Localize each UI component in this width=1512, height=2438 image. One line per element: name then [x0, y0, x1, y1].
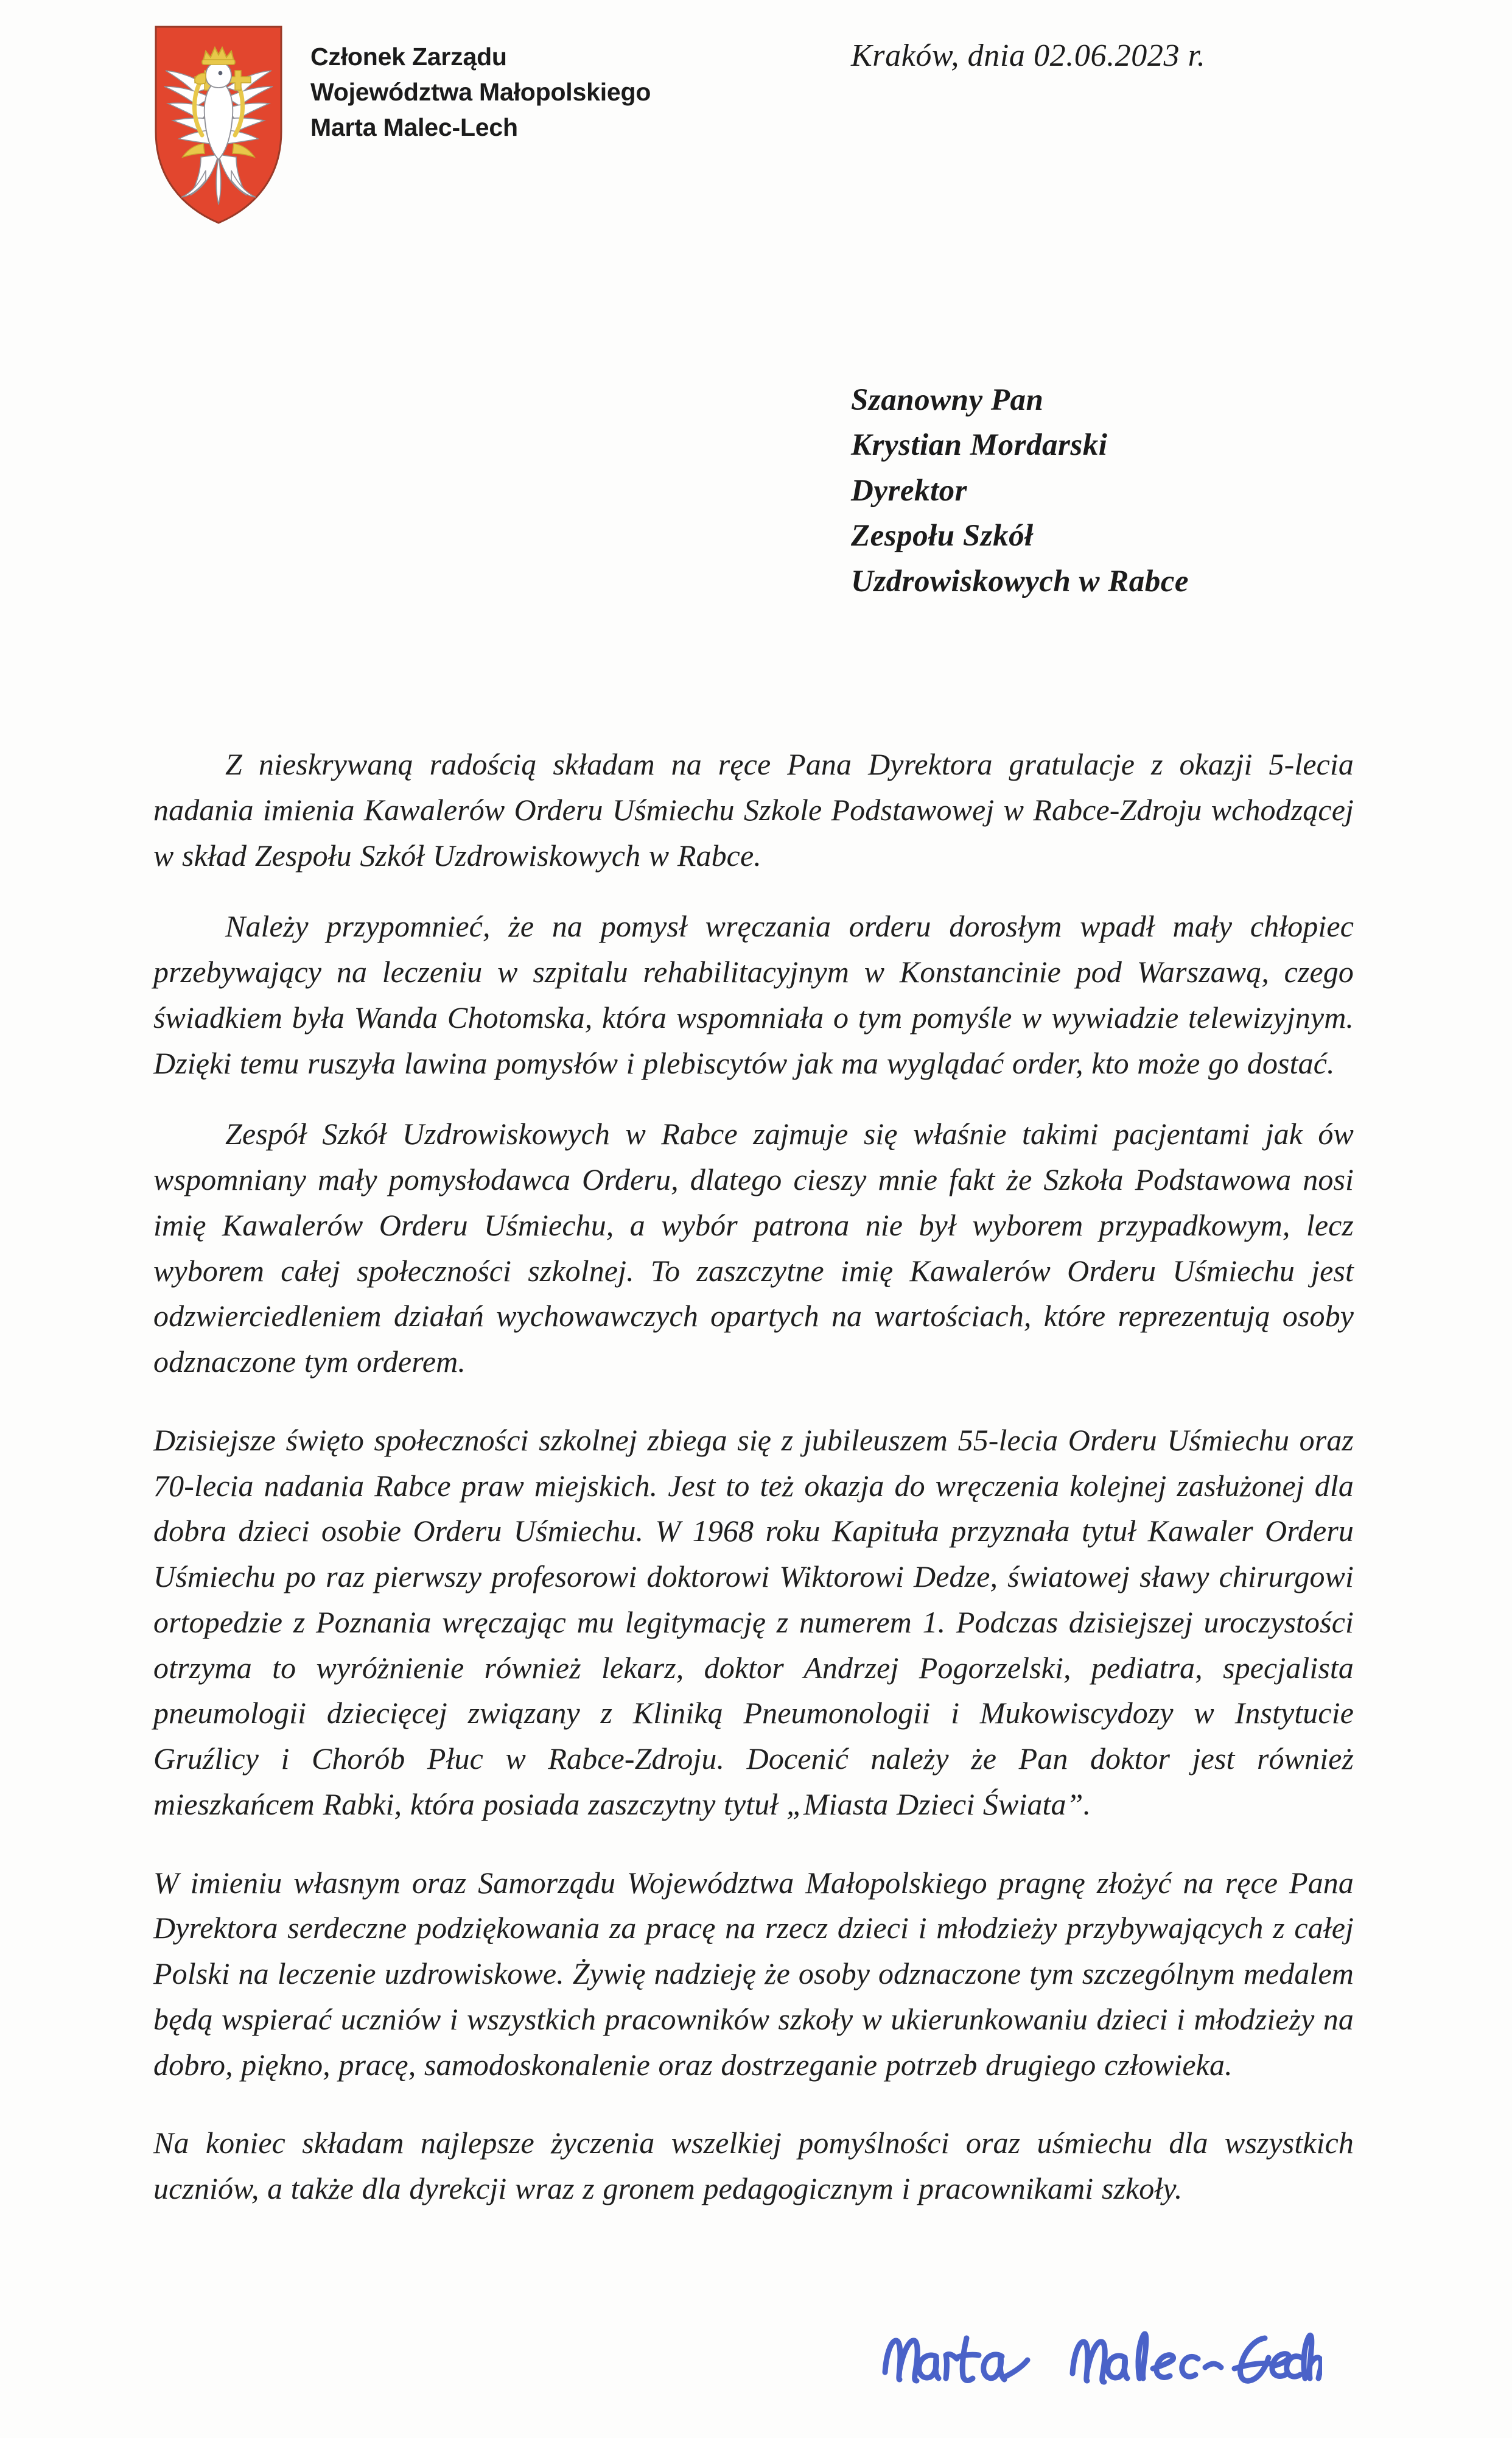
letterhead: [152, 24, 651, 225]
body-paragraph-4: Dzisiejsze święto społeczności szkolnej zbiega się z jubileuszem 55-lecia Orderu Uśmiechu oraz 70-lecia nadania Rabce praw miejskich. Jest to też okazja do wręczenia kolejnej zasłużonej dla dobra dzieci osobie Orderu Uśmiechu. W 1968 roku Kapituła przyznała tytuł Kawaler Orderu Uśmiechu po raz pierwszy profesorowi doktorowi Wiktorowi Dedze, światowej sławy chirurgowi ortopedzie z Poznania wręczając mu legitymację z numerem 1. Podczas dzisiejszej uroczystości otrzyma to wyróżnienie również lekarz, doktor Andrzej Pogorzelski, pediatra, specjalista pneumologii dziecięcej związany z Kliniką Pneumonologii i Mukowiscydozy w Instytucie Gruźlicy i Chorób Płuc w Rabce-Zdroju. Docenić należy że Pan doktor jest również mieszkańcem Rabki, która posiada zaszczytny tytuł „Miasta Dzieci Świata”.: [153, 1422, 1354, 1821]
letterhead-role-line-2: Województwa Małopolskiego: [310, 78, 651, 107]
letterhead-role-line-1: Członek Zarządu: [310, 43, 507, 71]
body-paragraph-1: Z nieskrywaną radością składam na ręce Pana Dyrektora gratulacje z okazji 5-lecia nadania imienia Kawalerów Orderu Uśmiechu Szkole Podstawowej w Rabce-Zdroju wchodzącej w skład Zespołu Szkół Uzdrowiskowych w Rabce.: [153, 747, 1354, 873]
addressee-name: Krystian Mordarski: [851, 428, 1108, 463]
addressee-salutation: Szanowny Pan: [851, 383, 1044, 417]
body-paragraph-2: Należy przypomnieć, że na pomysł wręczania orderu dorosłym wpadł mały chłopiec przebywający na leczeniu w szpitalu rehabilitacyjnym w Konstancinie pod Warszawą, czego świadkiem była Wanda Chotomska, która wspomniała o tym pomyśle w wywiadzie telewizyjnym. Dzięki temu ruszyła lawina pomysłów i plebiscytów jak ma wyglądać order, kto może go dostać.: [153, 909, 1354, 1080]
body-paragraph-5: W imieniu własnym oraz Samorządu Województwa Małopolskiego pragnę złożyć na ręce Pana Dyrektora serdeczne podziękowania za pracę na rzecz dzieci i młodzieży przybywających z całej Polski na leczenie uzdrowiskowe. Żywię nadzieję że osoby odznaczone tym szczególnym medalem będą wspierać uczniów i wszystkich pracowników szkoły w ukierunkowaniu dzieci i młodzieży na dobro, piękno, pracę, samodoskonalenie oraz dostrzeganie potrzeb drugiego człowieka.: [153, 1865, 1354, 2082]
handwritten-signature: [872, 2306, 1322, 2422]
letterhead-text-block: [310, 24, 651, 146]
malopolska-coat-of-arms-icon: [152, 24, 285, 225]
body-paragraph-6: Na koniec składam najlepsze życzenia wszelkiej pomyślności oraz uśmiechu dla wszystkich uczniów, a także dla dyrekcji wraz z gronem pedagogicznym i pracownikami szkoły.: [153, 2126, 1354, 2205]
addressee-title: Dyrektor: [851, 473, 967, 508]
addressee-block: [851, 378, 1189, 604]
addressee-organization-line-2: Uzdrowiskowych w Rabce: [851, 564, 1189, 599]
letterhead-name: Marta Malec-Lech: [310, 113, 518, 142]
addressee-organization-line-1: Zespołu Szkół: [851, 519, 1034, 553]
letter-body: [153, 742, 1354, 2237]
body-paragraph-3: Zespół Szkół Uzdrowiskowych w Rabce zajmuje się właśnie takimi pacjentami jak ów wspomniany mały pomysłodawca Orderu, dlatego cieszy mnie fakt że Szkoła Podstawowa nosi imię Kawalerów Orderu Uśmiechu, a wybór patrona nie był wyborem przypadkowym, lecz wyborem całej społeczności szkolnej. To zaszczytne imię Kawalerów Orderu Uśmiechu jest odzwierciedleniem działań wychowawczych opartych na wartościach, które reprezentują osoby odznaczone tym orderem.: [153, 1117, 1354, 1379]
date-line: Kraków, dnia 02.06.2023 r.: [851, 38, 1206, 73]
